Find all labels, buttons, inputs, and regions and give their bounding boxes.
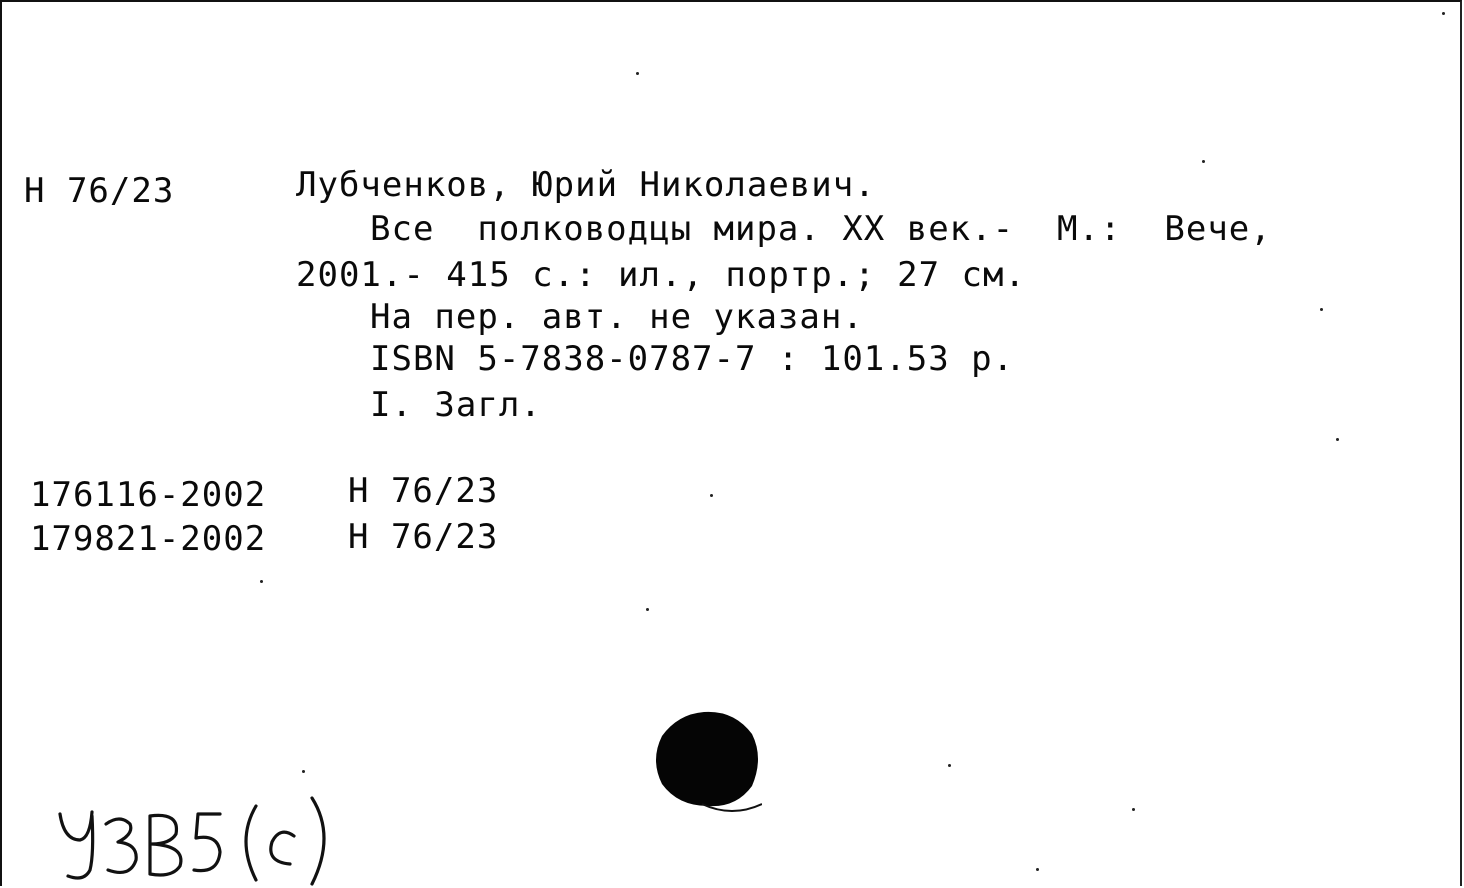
speck: [302, 770, 305, 773]
inventory-number: 179821-2002: [30, 519, 267, 559]
shelf-mark: Н 76/23: [348, 471, 499, 511]
speck: [1202, 160, 1205, 163]
speck: [646, 608, 649, 611]
call-number: Н 76/23: [24, 171, 175, 211]
speck: [710, 494, 713, 497]
speck: [636, 72, 639, 75]
handwritten-code: [50, 792, 350, 887]
speck: [1336, 438, 1339, 441]
tracing-line: I. Загл.: [370, 385, 542, 425]
punched-hole: [652, 708, 762, 818]
isbn-line: ISBN 5-7838-0787-7 : 101.53 р.: [370, 339, 1015, 379]
speck: [1320, 308, 1323, 311]
note-line: На пер. авт. не указан.: [370, 297, 864, 337]
shelf-mark: Н 76/23: [348, 517, 499, 557]
speck: [1132, 808, 1135, 811]
speck: [260, 580, 263, 583]
author-heading: Лубченков, Юрий Николаевич.: [296, 165, 876, 205]
imprint-line: 2001.- 415 с.: ил., портр.; 27 см.: [296, 255, 1026, 295]
speck: [948, 764, 951, 767]
title-line: Все полководцы мира. XX век.- М.: Вече,: [370, 209, 1272, 249]
speck: [1036, 868, 1039, 871]
inventory-number: 176116-2002: [30, 475, 267, 515]
speck: [1442, 12, 1445, 15]
